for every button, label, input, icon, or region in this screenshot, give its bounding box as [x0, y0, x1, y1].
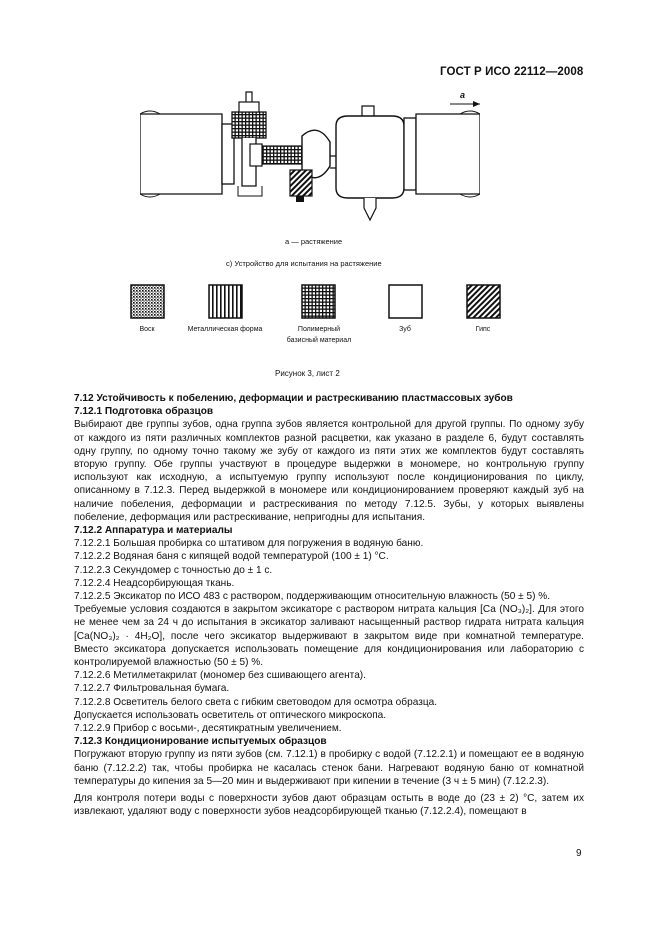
list-item-7-12-2-2: 7.12.2.2 Водяная баня с кипящей водой температурой (100 ± 1) °С. — [74, 551, 389, 563]
arrow-label: a — [460, 90, 466, 100]
section-heading-7-12-1: 7.12.1 Подготовка образцов — [74, 406, 214, 418]
section-heading-7-12-3: 7.12.3 Кондиционирование испытуемых образцов — [74, 736, 327, 748]
legend-label-gypsum: Гипс — [475, 326, 491, 333]
list-item-7-12-2-5: 7.12.2.5 Эксикатор по ИСО 483 с раствором, поддерживающим относительную влажность (50 ± 5) %. — [74, 591, 551, 603]
paragraph-water-loss-control: Для контроля потери воды с поверхности зубов дают образцам остыть в воде до (23 ± 2) °С, затем их извлекают, удаляют воду с поверхности зубов неадсорбирующей тканью (7.12.2.4), помещают в — [74, 793, 584, 818]
legend-swatch-tooth — [388, 284, 423, 319]
legend-swatch-wax — [130, 284, 165, 319]
tensile-test-device-drawing — [140, 86, 480, 236]
section-heading-7-12-2: 7.12.2 Аппаратура и материалы — [74, 525, 233, 537]
section-heading-7-12: 7.12 Устойчивость к побелению, деформации и растрескиванию пластмассовых зубов — [74, 393, 513, 404]
paragraph-conditioning: Погружают вторую группу из пяти зубов (см. 7.12.1) в пробирку с водой (7.12.2.1) и помещают ее в водяную баню (7.12.2.2) так, чтобы пробирка не касалась стенок бани. Нагревают водяную баню от комнатной температуры до кипения за 5—20 мин и выдерживают при кипении в течение (3 ч ± 5 мин) (7.12.2.3). — [74, 749, 584, 787]
list-item-7-12-2-4: 7.12.2.4 Неадсорбирующая ткань. — [74, 577, 235, 589]
paragraph-desiccator-conditions: Требуемые условия создаются в закрытом эксикаторе с раствором нитрата кальция [Ca (NO₃)₂]. Для этого не менее чем за 24 ч до испытания в эксикатор заливают насыщенный раствор гидрата нитрата кальция [Ca(NO₃)₂ · 4H₂O], после чего эксикатор выдерживают в закрытом виде при комнатной температуре. Вместо эксикатора допускается использовать помещение для кондиционирования или лабораторию с контролируемой влажностью (50 ± 5) %. — [74, 604, 584, 669]
list-item-7-12-2-3: 7.12.2.3 Секундомер с точностью до ± 1 с. — [74, 564, 273, 576]
body-text — [74, 392, 584, 819]
list-item-7-12-2-8: 7.12.2.8 Осветитель белого света с гибким световодом для осмотра образца. — [74, 696, 438, 708]
legend-swatch-gypsum — [466, 284, 501, 319]
legend-swatch-denture-base — [301, 284, 336, 319]
list-item-7-12-2-9: 7.12.2.9 Прибор с восьми-, десятикратным увеличением. — [74, 723, 342, 735]
document-code: ГОСТ Р ИСО 22112—2008 — [440, 66, 584, 78]
list-item-7-12-2-1: 7.12.2.1 Большая пробирка со штативом для погружения в водяную баню. — [74, 538, 424, 550]
legend-swatch-metal-mould — [208, 284, 243, 319]
paragraph-microscope-illuminator: Допускается использовать осветитель от оптического микроскопа. — [74, 709, 387, 721]
legend-label-wax: Воск — [139, 326, 155, 333]
figure-key-note: a — растяжение — [285, 237, 343, 246]
figure-subcaption: c) Устройство для испытания на растяжение — [226, 259, 382, 268]
page-number: 9 — [576, 848, 582, 859]
list-item-7-12-2-6: 7.12.2.6 Метилметакрилат (мономер без сшивающего агента). — [74, 670, 366, 682]
figure-caption: Рисунок 3, лист 2 — [275, 369, 340, 378]
paragraph-sample-prep: Выбирают две группы зубов, одна группа зубов является контрольной для другой группы. По одному зубу от каждого из пяти различных комплектов разной расцветки, как указано в разделе 6, будут составлять одну группу, по одному точно такому же зубу от каждого из пяти этих же комплектов будут составлять вторую группу. Обе группы участвуют в процедуре выдержки в мономере, но контрольную группу используют как исходную, а испытуемую группу используют после кондиционирования по циклу, описанному в 7.12.3. Перед выдержкой в мономере или кондиционированием проверяют каждый зуб на наличие побеления, деформации и растрескивания по методу 7.12.5. Зубы, у которых выявлены побеление, деформация или растрескивание, непригодны для испытания. — [74, 419, 584, 523]
legend-label-tooth: Зуб — [399, 326, 411, 333]
list-item-7-12-2-7: 7.12.2.7 Фильтровальная бумага. — [74, 683, 230, 695]
legend-label-metal-mould: Металлическая форма — [187, 326, 263, 333]
legend-label-denture-base: Полимерный базисный материал — [286, 326, 352, 344]
